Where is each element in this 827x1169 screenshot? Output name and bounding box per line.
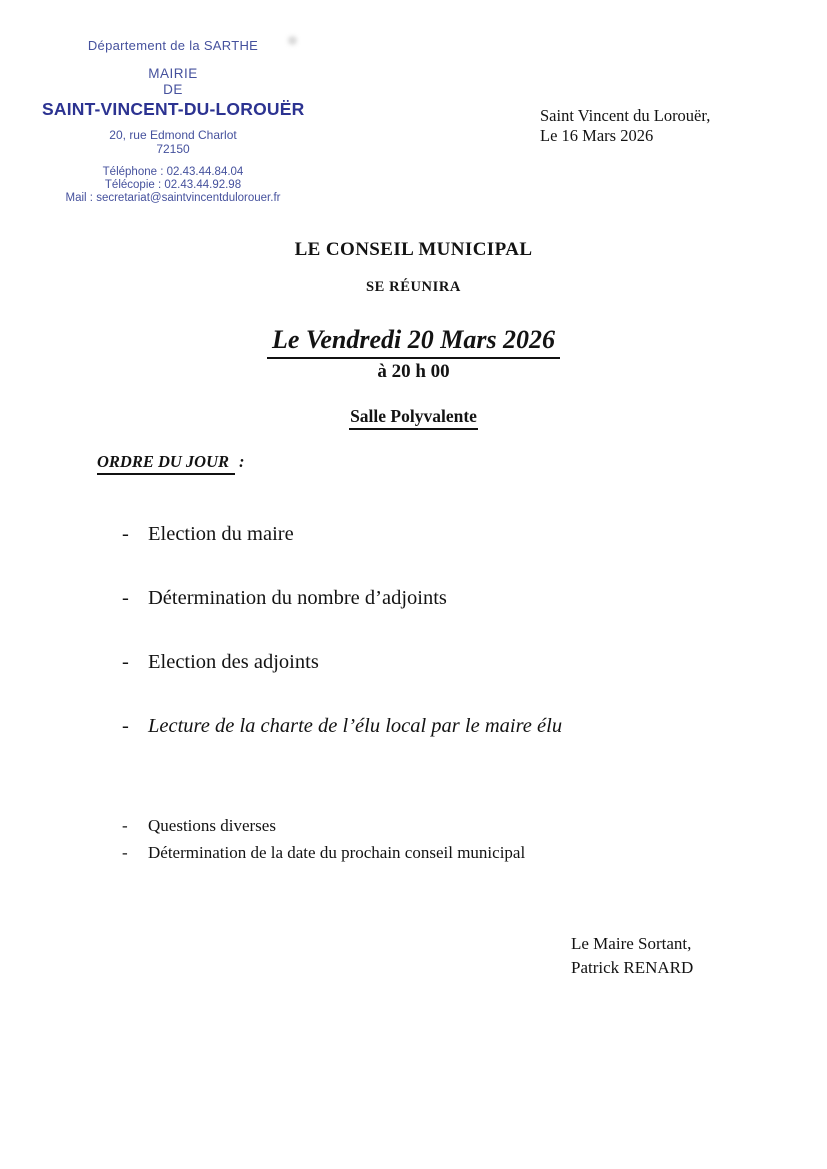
scan-smudge-artifact [288,36,297,45]
signature-role: Le Maire Sortant, [571,934,692,953]
dateline-place: Saint Vincent du Lorouër, [540,106,711,125]
letterhead-postal-code: 72150 [156,142,190,156]
agenda-item-bullet: - [122,587,129,609]
agenda-item [122,584,772,612]
agenda-item-bullet: - [122,842,128,862]
letterhead-de: DE [163,82,183,97]
venue-heading [0,406,827,430]
agenda-item-bullet: - [122,651,129,673]
agenda-item-text: Questions diverses [148,816,276,835]
agenda-item [122,648,772,676]
letterhead [42,38,304,205]
agenda-item-text: Election des adjoints [148,651,319,673]
meeting-date-heading [0,325,827,359]
agenda-item [122,520,772,548]
signature-name: Patrick RENARD [571,957,694,977]
agenda-item [122,712,772,740]
agenda-item-bullet: - [122,523,129,545]
agenda-item-text: Election du maire [148,523,294,545]
meeting-date-text: Le Vendredi 20 Mars 2026 [267,325,560,359]
agenda-secondary-list [122,813,742,866]
agenda-item-bullet: - [122,715,129,737]
letterhead-mairie: MAIRIE [148,66,198,81]
signature-block [571,932,693,979]
dateline [540,106,710,145]
letterhead-commune-name: SAINT-VINCENT-DU-LOROUËR [42,99,305,119]
agenda-main-list [122,520,772,776]
agenda-item [122,813,742,840]
agenda-item-text: Détermination de la date du prochain conseil municipal [148,842,526,862]
letterhead-street-address: 20, rue Edmond Charlot [109,128,237,142]
meeting-time: à 20 h 00 [377,361,450,382]
letterhead-phone: Téléphone : 02.43.44.84.04 [102,166,244,178]
letterhead-fax: Télécopie : 02.43.44.92.98 [104,179,242,191]
dateline-date: Le 16 Mars 2026 [540,125,654,145]
agenda-heading [97,452,245,475]
council-title: LE CONSEIL MUNICIPAL [294,239,533,260]
letterhead-department: Département de la SARTHE [87,38,259,53]
agenda-item [122,840,742,867]
letterhead-email: Mail : secretariat@saintvincentdulorouer.fr [65,192,281,204]
venue-text: Salle Polyvalente [349,406,478,430]
council-subtitle: SE RÉUNIRA [365,279,462,295]
agenda-item-text: Lecture de la charte de l’élu local par le maire élu [148,715,563,737]
agenda-item-text: Détermination du nombre d’adjoints [148,587,447,609]
agenda-item-bullet: - [122,816,128,835]
agenda-heading-colon: : [239,452,245,471]
agenda-heading-label: ORDRE DU JOUR [97,452,235,475]
